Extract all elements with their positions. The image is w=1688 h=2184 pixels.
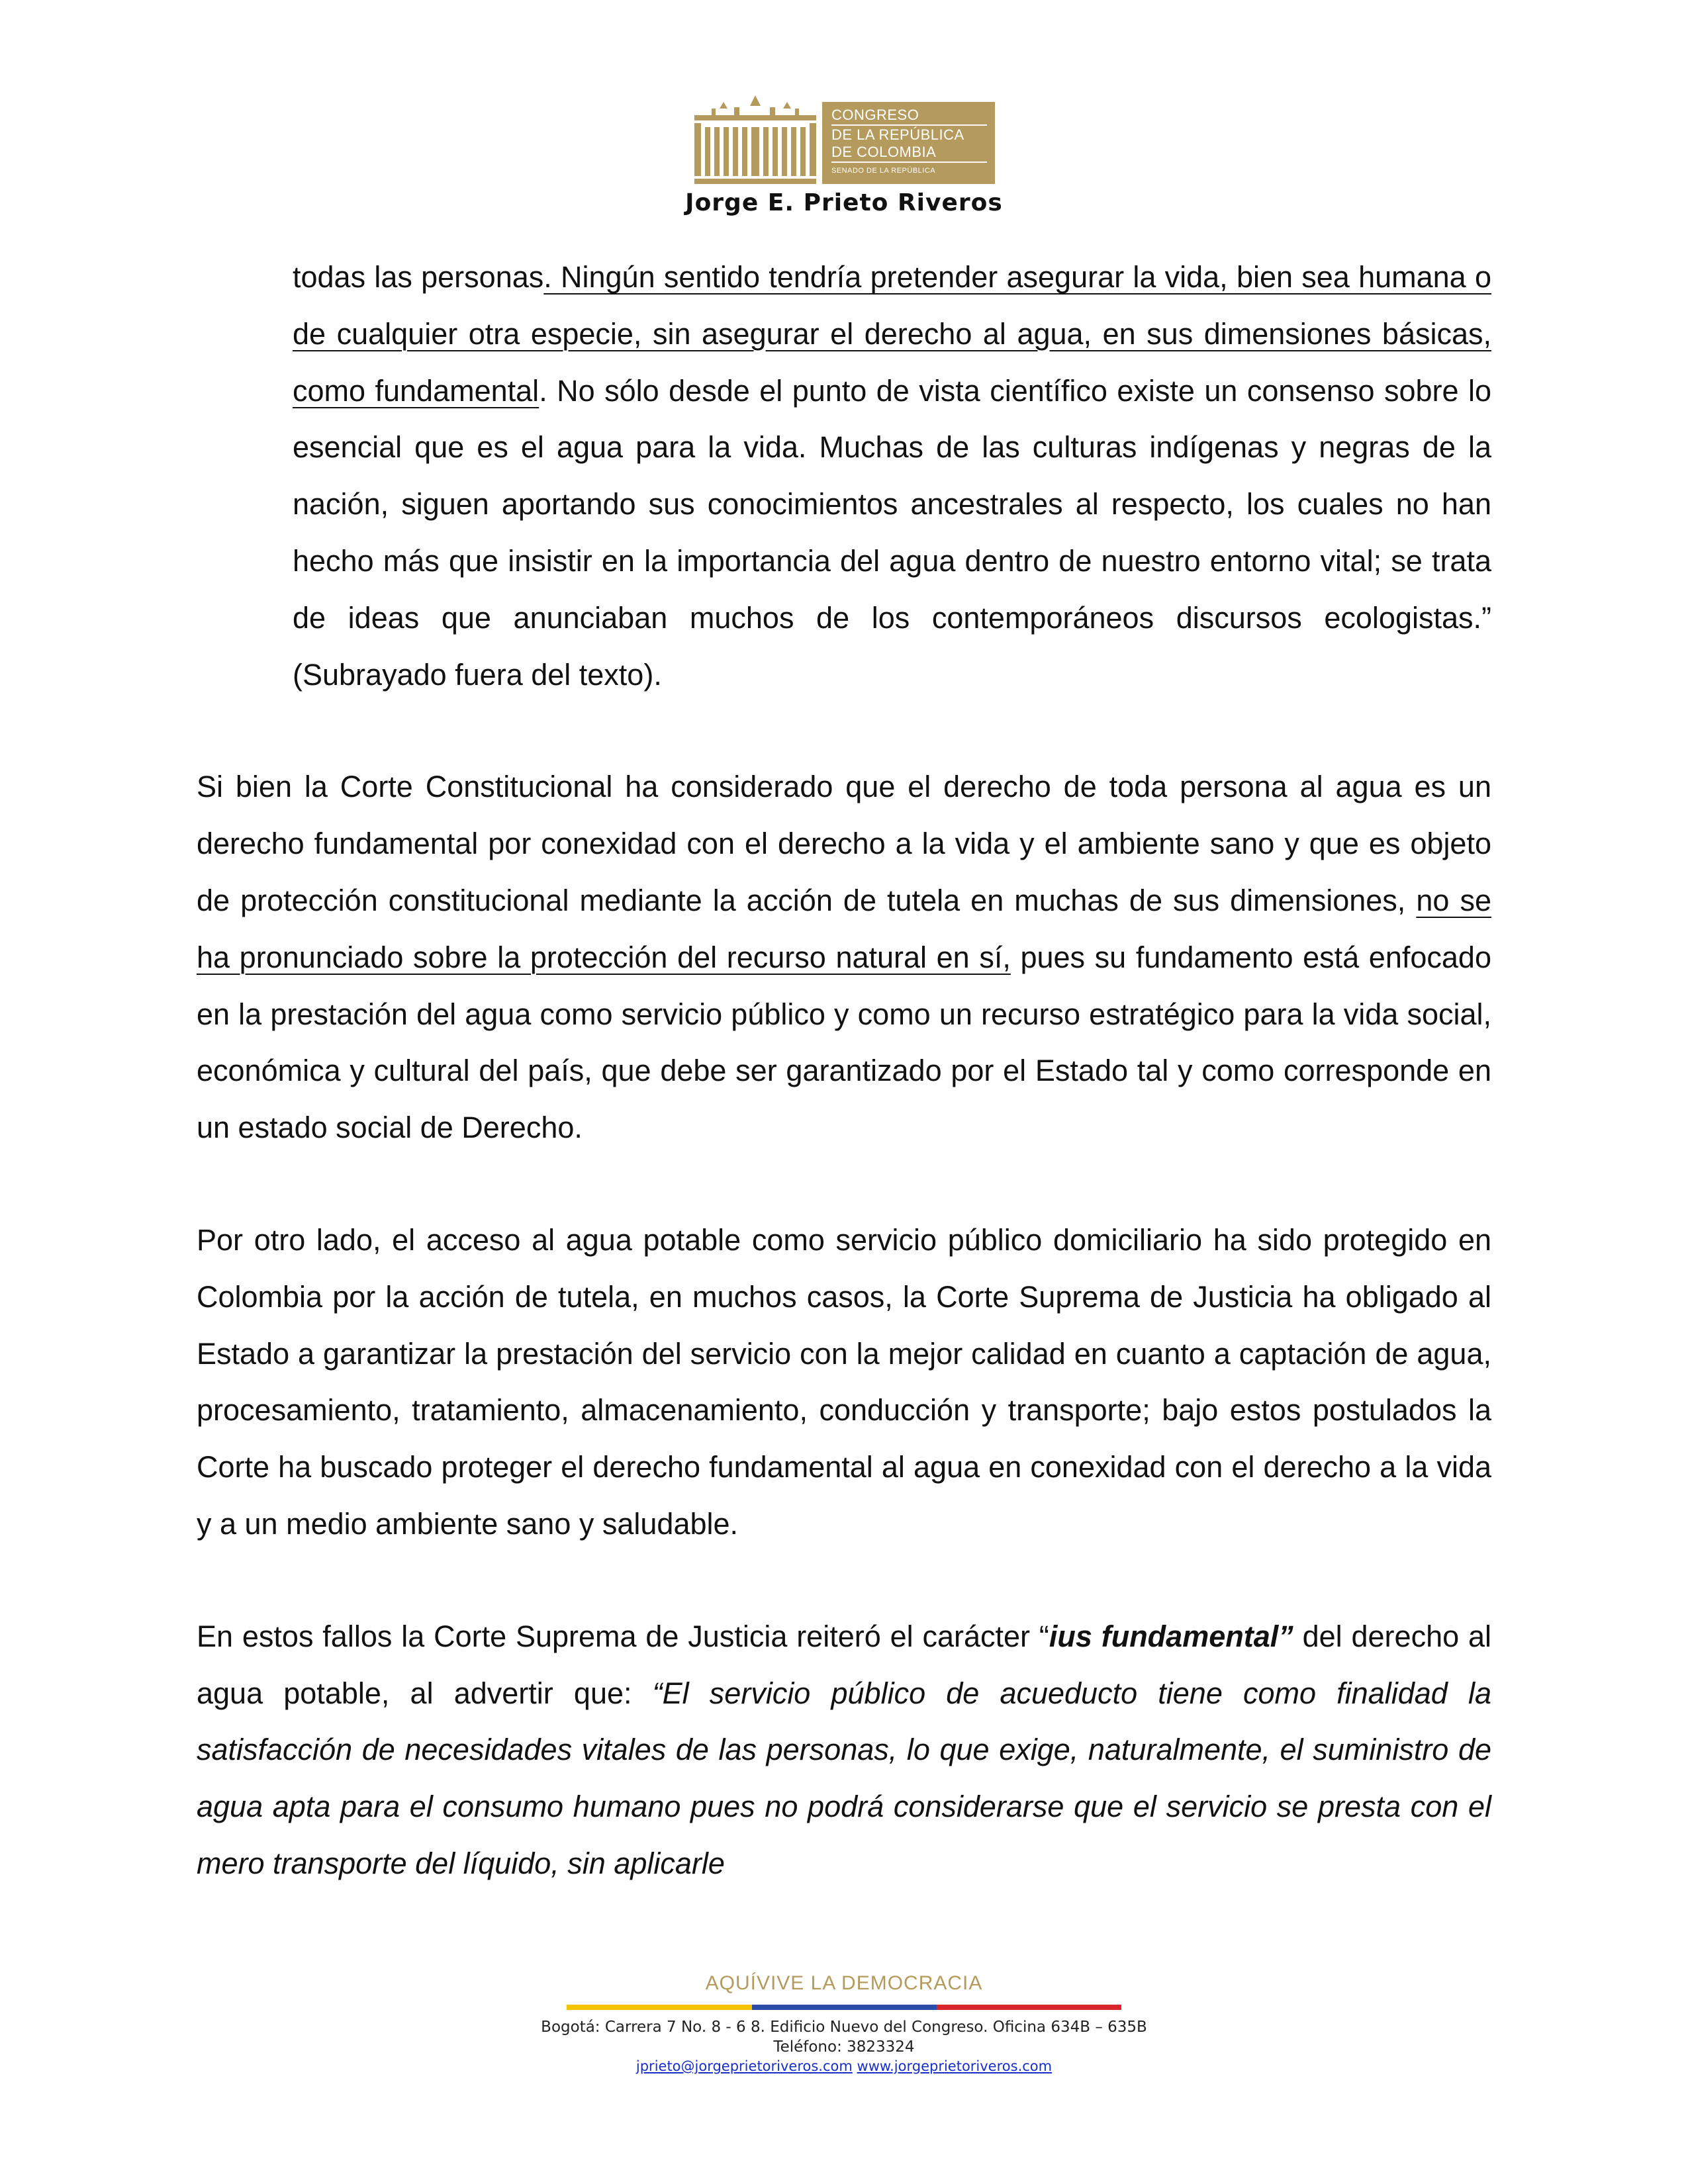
capitol-building-icon	[693, 93, 818, 184]
footer-slogan: AQUÍVIVE LA DEMOCRACIA	[705, 1972, 983, 1994]
paragraph-supreme-court	[197, 1608, 1491, 1892]
email-link[interactable]: jprieto@jorgeprietoriveros.com	[635, 2058, 853, 2074]
paragraph-text: pues su fundamento está enfocado en la prestación del agua como servicio público y como un recurso estratégico para la vida social, económica y cultural del país, que debe ser garantizado por el Estado tal y como corresponde en un estado social de Derecho.	[197, 940, 1491, 1145]
website-link[interactable]: www.jorgeprietoriveros.com	[857, 2058, 1053, 2074]
paragraph-underlined-text: no se ha pronunciado sobre la protección del recurso natural en sí,	[197, 883, 1491, 974]
logo-subline: SENADO DE LA REPÚBLICA	[831, 167, 936, 175]
flag-blue	[752, 2005, 937, 2010]
paragraph-constitutional-court	[197, 758, 1491, 1156]
paragraph-text: Si bien la Corte Constitucional ha considerado que el derecho de toda persona al agua es un derecho fundamental por conexidad con el derecho a la vida y el ambiente sano y que es objeto de protección constitucional mediante la acción de tutela en muchas de sus dimensiones,	[197, 770, 1491, 917]
colombia-flag-stripe	[567, 2005, 1121, 2010]
court-citation: “El servicio público de acueducto tiene como finalidad la satisfacción de necesidades vitales de las personas, lo que exige, naturalmente, el suministro de agua apta para el consumo humano pues no podrá considerarse que el servicio se presta con el mero transporte del líquido, sin aplicarle	[197, 1676, 1491, 1880]
quote-paragraph	[293, 249, 1491, 703]
logo-line-2: DE LA REPÚBLICA	[831, 126, 964, 143]
letterhead	[0, 93, 1688, 225]
quote-text: . No sólo desde el punto de vista científico existe un consenso sobre lo esencial que es el agua para la vida. Muchas de las culturas indígenas y negras de la nación, siguen aportando sus conocimientos ancestrales al respecto, los cuales no han hecho más que insistir en la importancia del agua dentro de nuestro entorno vital; se trata de ideas que anunciaban muchos de los contemporáneos discursos ecologistas.” (Subrayado fuera del texto).	[293, 373, 1491, 692]
document-body	[197, 249, 1491, 1892]
paragraph-text: En estos fallos la Corte Suprema de Justicia reiteró el carácter “	[197, 1619, 1049, 1653]
quote-underlined-text: . Ningún sentido tendría pretender asegurar la vida, bien sea humana o de cualquier otra especie, sin asegurar el derecho al agua, en sus dimensiones básicas, como fundamental	[293, 260, 1491, 408]
flag-red	[937, 2005, 1121, 2010]
logo-divider	[831, 124, 987, 126]
author-name: Jorge E. Prieto Riveros	[685, 189, 1003, 216]
congress-logo	[693, 93, 995, 184]
logo-divider	[831, 161, 987, 163]
flag-yellow	[567, 2005, 752, 2010]
paragraph-drinking-water: Por otro lado, el acceso al agua potable como servicio público domiciliario ha sido protegido en Colombia por la acción de tutela, en muchos casos, la Corte Suprema de Justicia ha obligado al Estado a garantizar la prestación del servicio con la mejor calidad en cuanto a captación de agua, procesamiento, tratamiento, almacenamiento, conducción y transporte; bajo estos postulados la Corte ha buscado proteger el derecho fundamental al agua en conexidad con el derecho a la vida y a un medio ambiente sano y saludable.	[197, 1222, 1491, 1541]
quote-text: todas las personas	[293, 260, 544, 294]
paragraph-text: del derecho al agua potable, al advertir que:	[197, 1619, 1491, 1710]
footer-links	[0, 2058, 1688, 2074]
logo-line-1: CONGRESO	[831, 107, 919, 123]
footer-address: Bogotá: Carrera 7 No. 8 - 6 8. Edificio Nuevo del Congreso. Oficina 634B – 635B	[541, 2019, 1147, 2036]
logo-text-box	[822, 102, 995, 184]
logo-line-3: DE COLOMBIA	[831, 144, 937, 160]
emphasis-ius-fundamental: ius fundamental”	[1049, 1619, 1293, 1653]
footer-phone: Teléfono: 3823324	[773, 2038, 915, 2056]
